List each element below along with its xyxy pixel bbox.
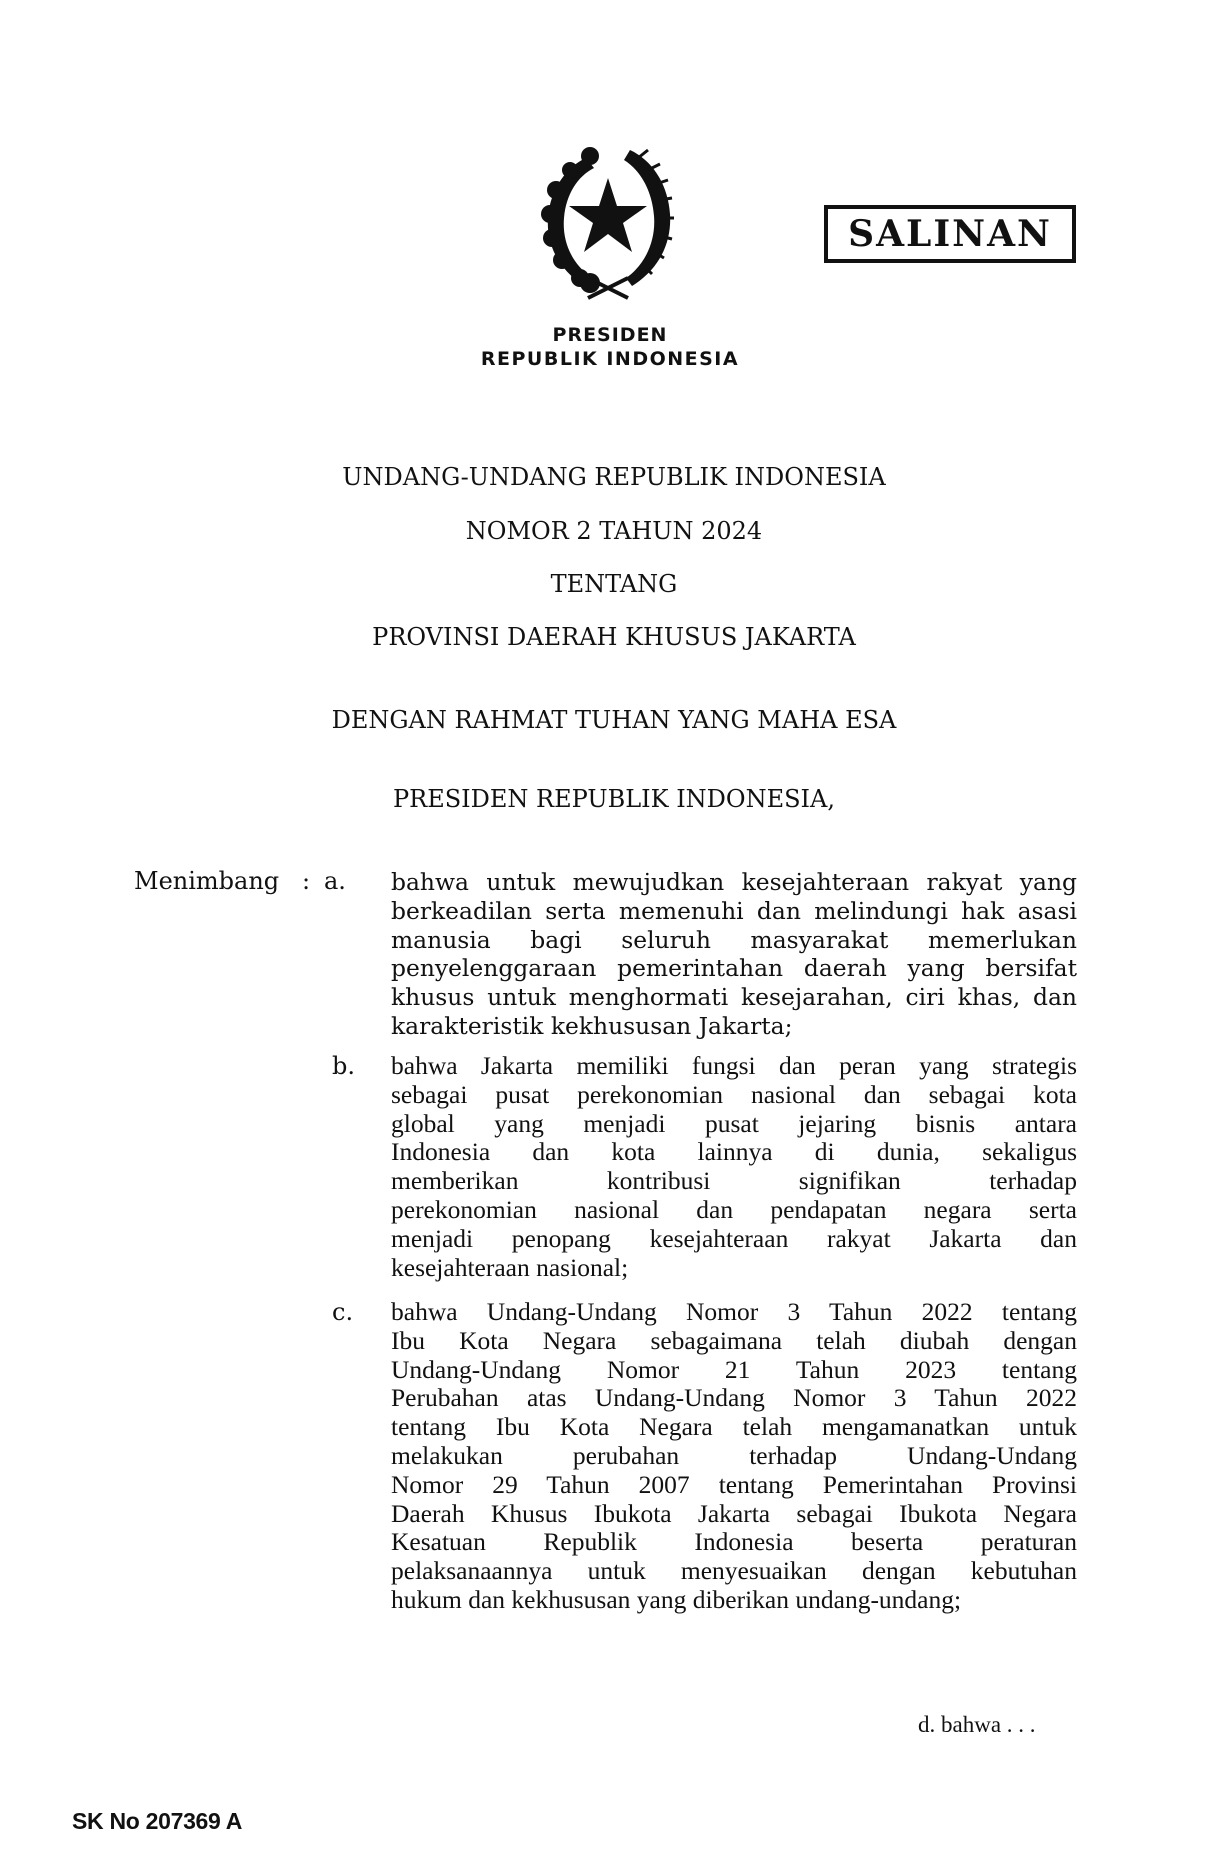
text-line: perekonomian nasional dan pendapatan negara serta bbox=[391, 1194, 1077, 1224]
emblem-caption-republik: REPUBLIK INDONESIA bbox=[480, 348, 740, 370]
tentang-heading: TENTANG bbox=[550, 570, 678, 598]
continuation-marker: d. bahwa . . . bbox=[918, 1712, 1036, 1737]
text-line: memberikan kontribusi signifikan terhadap bbox=[391, 1166, 1077, 1196]
text-line: bahwa Undang-Undang Nomor 3 Tahun 2022 tentang bbox=[391, 1297, 1077, 1326]
text-line: penyelenggaraan pemerintahan daerah yang bersifat bbox=[391, 954, 1077, 983]
text-line: Perubahan atas Undang-Undang Nomor 3 Tahun 2022 bbox=[391, 1383, 1077, 1413]
text-line: karakteristik kekhususan Jakarta; bbox=[391, 1011, 793, 1040]
text-line: Indonesia dan kota lainnya di dunia, sekaligus bbox=[391, 1137, 1077, 1167]
text-line: Nomor 29 Tahun 2007 tentang Pemerintahan Provinsi bbox=[391, 1469, 1077, 1499]
presidential-seal-icon bbox=[528, 128, 688, 303]
text-line: menjadi penopang kesejahteraan rakyat Jakarta dan bbox=[391, 1223, 1077, 1253]
text-line: Undang-Undang Nomor 21 Tahun 2023 tentang bbox=[391, 1354, 1077, 1384]
law-subject-heading: PROVINSI DAERAH KHUSUS JAKARTA bbox=[372, 623, 856, 651]
text-line: berkeadilan serta memenuhi dan melindungi hak asasi bbox=[391, 896, 1077, 925]
menimbang-label: Menimbang bbox=[134, 867, 280, 895]
text-line: tentang Ibu Kota Negara telah mengamanatkan untuk bbox=[391, 1412, 1077, 1442]
text-line: melakukan perubahan terhadap Undang-Undang bbox=[391, 1440, 1077, 1470]
serial-number: SK No 207369 A bbox=[72, 1808, 243, 1834]
item-letter-b: b. bbox=[332, 1052, 355, 1080]
text-line: Daerah Khusus Ibukota Jakarta sebagai Ibukota Negara bbox=[391, 1498, 1077, 1528]
salinan-stamp: SALINAN bbox=[824, 205, 1076, 263]
text-line: Ibu Kota Negara sebagaimana telah diubah dengan bbox=[391, 1325, 1077, 1355]
consideration-c bbox=[391, 1298, 1077, 1615]
item-letter-c: c. bbox=[332, 1298, 354, 1326]
menimbang-colon: : bbox=[302, 867, 311, 895]
invocation: DENGAN RAHMAT TUHAN YANG MAHA ESA bbox=[331, 706, 897, 734]
issuer-line: PRESIDEN REPUBLIK INDONESIA, bbox=[392, 785, 835, 813]
text-line: bahwa Jakarta memiliki fungsi dan peran yang strategis bbox=[391, 1051, 1077, 1080]
text-line: khusus untuk menghormati kesejarahan, ciri khas, dan bbox=[391, 983, 1077, 1012]
text-line: global yang menjadi pusat jejaring bisnis antara bbox=[391, 1108, 1077, 1138]
item-letter-a: a. bbox=[324, 867, 346, 895]
emblem-caption-presiden: PRESIDEN bbox=[552, 324, 668, 346]
text-line: kesejahteraan nasional; bbox=[391, 1252, 629, 1282]
text-line: hukum dan kekhususan yang diberikan undang-undang; bbox=[391, 1584, 962, 1614]
text-line: Kesatuan Republik Indonesia beserta peraturan bbox=[391, 1527, 1077, 1557]
law-number-heading: NOMOR 2 TAHUN 2024 bbox=[465, 517, 763, 545]
text-line: pelaksanaannya untuk menyesuaikan dengan kebutuhan bbox=[391, 1556, 1077, 1586]
text-line: sebagai pusat perekonomian nasional dan sebagai kota bbox=[391, 1079, 1077, 1109]
law-type-heading: UNDANG-UNDANG REPUBLIK INDONESIA bbox=[342, 463, 886, 491]
text-line: manusia bagi seluruh masyarakat memerlukan bbox=[391, 925, 1077, 954]
garuda-emblem-svg bbox=[528, 128, 688, 303]
consideration-a bbox=[391, 868, 1077, 1041]
text-line: bahwa untuk mewujudkan kesejahteraan rakyat yang bbox=[391, 868, 1077, 896]
consideration-b bbox=[391, 1052, 1077, 1282]
